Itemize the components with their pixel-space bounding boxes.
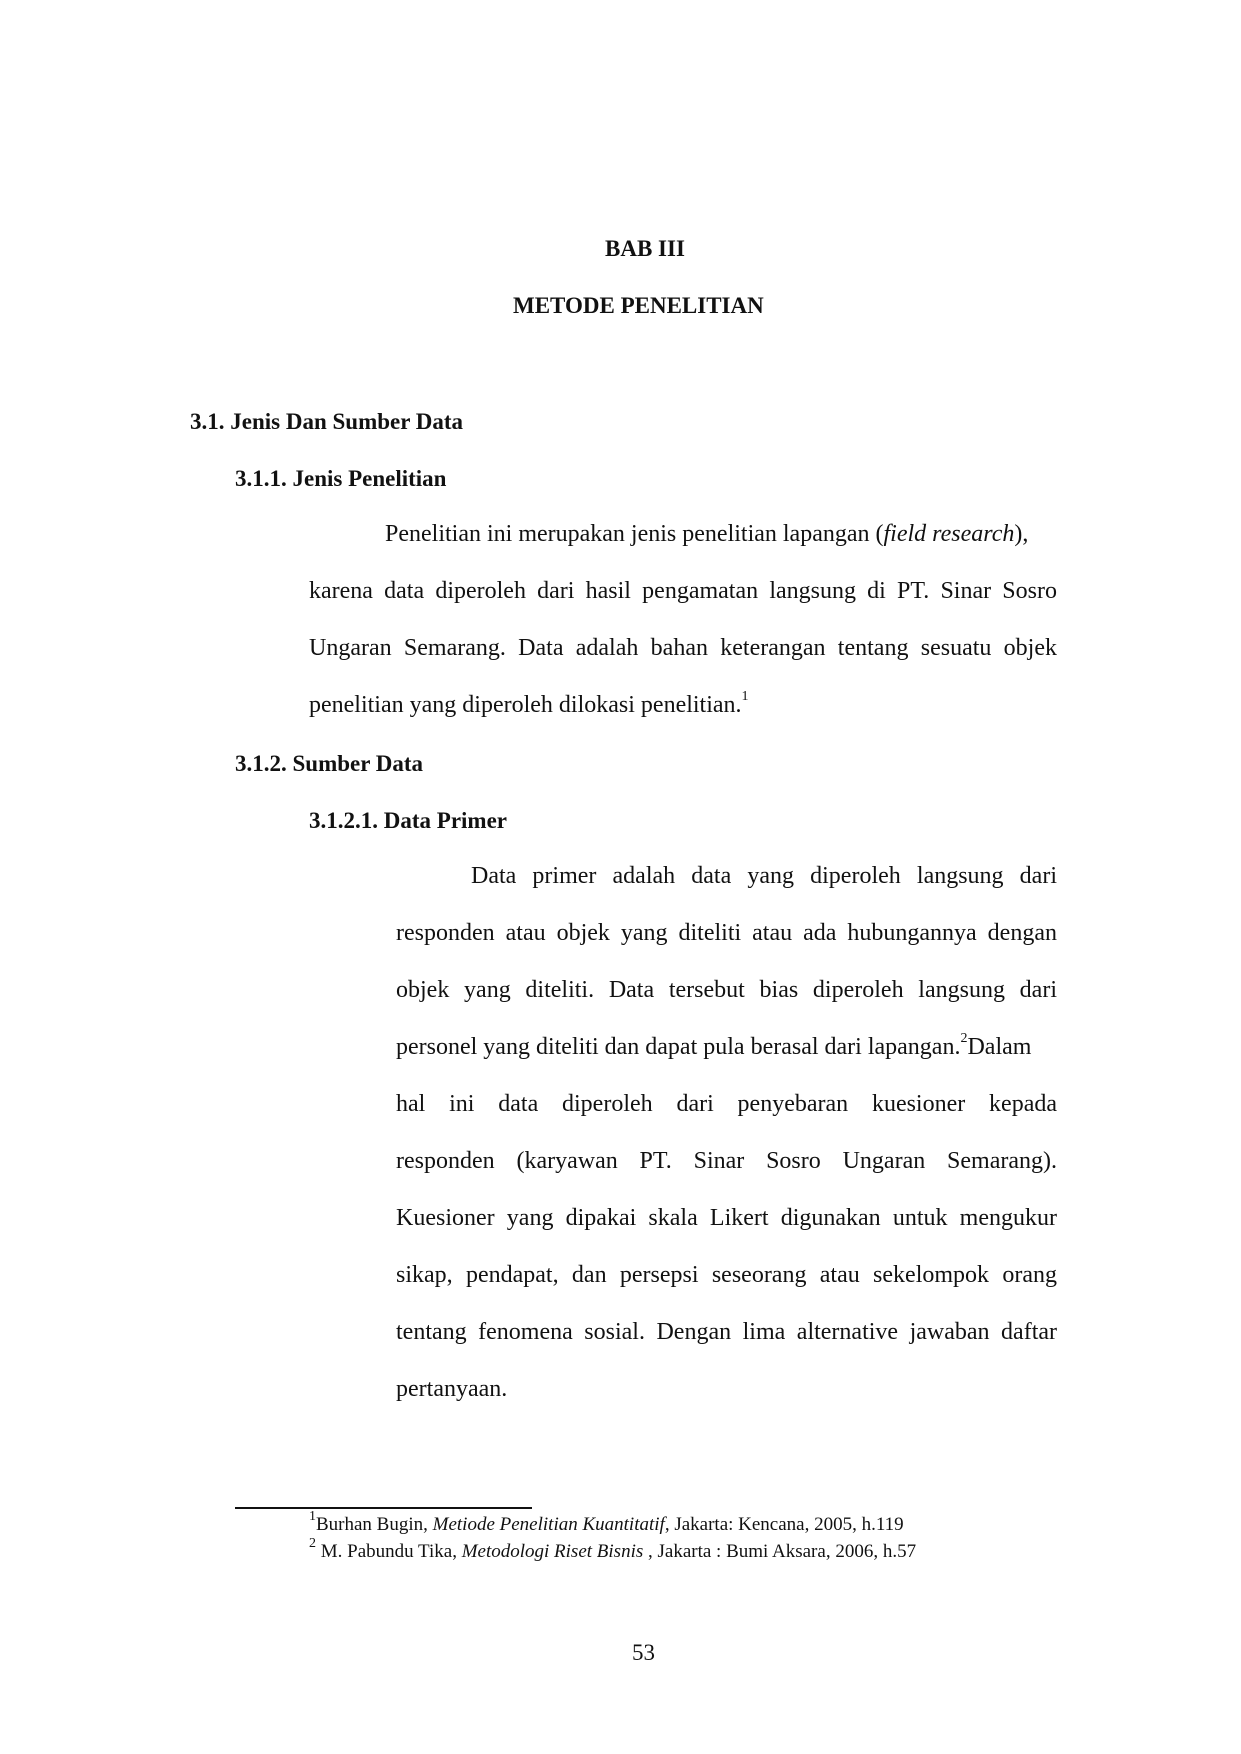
text-segment: Burhan Bugin, bbox=[316, 1514, 433, 1535]
footnote-number: 1 bbox=[309, 1508, 316, 1524]
paragraph-line: karena data diperoleh dari hasil pengamatan langsung di PT. Sinar Sosro bbox=[309, 578, 1057, 604]
chapter-title: METODE PENELITIAN bbox=[513, 293, 764, 318]
text-segment: , Jakarta: Kencana, 2005, h.119 bbox=[664, 1514, 904, 1535]
footnote-ref: 2 bbox=[960, 1031, 968, 1046]
subsection-heading-jenis-penelitian: 3.1.1. Jenis Penelitian bbox=[235, 466, 447, 491]
paragraph-line: Kuesioner yang dipakai skala Likert digunakan untuk mengukur bbox=[396, 1205, 1057, 1231]
footnote-number: 2 bbox=[309, 1535, 316, 1551]
paragraph-line: pertanyaan. bbox=[396, 1376, 508, 1402]
footnote-separator bbox=[235, 1507, 532, 1509]
subsection-heading-sumber-data: 3.1.2. Sumber Data bbox=[235, 751, 424, 776]
footnote-1 bbox=[309, 1508, 904, 1536]
footnote-title: Metodologi Riset Bisnis bbox=[461, 1541, 644, 1562]
paragraph-line: responden (karyawan PT. Sinar Sosro Ungaran Semarang). bbox=[396, 1148, 1057, 1174]
text-segment: penelitian yang diperoleh dilokasi penelitian. bbox=[309, 692, 742, 718]
chapter-number: BAB III bbox=[605, 236, 685, 261]
paragraph-line bbox=[309, 689, 749, 719]
italic-term: field research bbox=[883, 521, 1015, 547]
paragraph-line: hal ini data diperoleh dari penyebaran kuesioner kepada bbox=[396, 1091, 1057, 1117]
paragraph-line bbox=[385, 521, 1028, 548]
text-segment: Penelitian ini merupakan jenis penelitian lapangan ( bbox=[385, 521, 884, 547]
text-segment: personel yang diteliti dan dapat pula berasal dari lapangan. bbox=[396, 1034, 961, 1060]
paragraph-line: Ungaran Semarang. Data adalah bahan keterangan tentang sesuatu objek bbox=[309, 635, 1057, 661]
paragraph-line: responden atau objek yang diteliti atau ada hubungannya dengan bbox=[396, 920, 1057, 946]
subsubsection-heading-data-primer: 3.1.2.1. Data Primer bbox=[309, 808, 507, 833]
text-segment: M. Pabundu Tika, bbox=[316, 1541, 462, 1562]
paragraph-line: objek yang diteliti. Data tersebut bias diperoleh langsung dari bbox=[396, 977, 1057, 1003]
paragraph-line: Data primer adalah data yang diperoleh langsung dari bbox=[471, 863, 1057, 889]
section-heading: 3.1. Jenis Dan Sumber Data bbox=[190, 409, 464, 434]
paragraph-line bbox=[396, 1031, 1032, 1061]
footnote-ref: 1 bbox=[741, 689, 749, 704]
footnote-2 bbox=[309, 1535, 917, 1563]
text-segment: , Jakarta : Bumi Aksara, 2006, h.57 bbox=[643, 1541, 917, 1562]
text-segment: ), bbox=[1014, 521, 1029, 547]
paragraph-line: tentang fenomena sosial. Dengan lima alternative jawaban daftar bbox=[396, 1319, 1057, 1345]
page-number: 53 bbox=[632, 1640, 655, 1665]
text-segment: Dalam bbox=[967, 1034, 1032, 1060]
paragraph-line: sikap, pendapat, dan persepsi seseorang atau sekelompok orang bbox=[396, 1262, 1057, 1288]
footnote-title: Metiode Penelitian Kuantitatif bbox=[432, 1514, 665, 1535]
